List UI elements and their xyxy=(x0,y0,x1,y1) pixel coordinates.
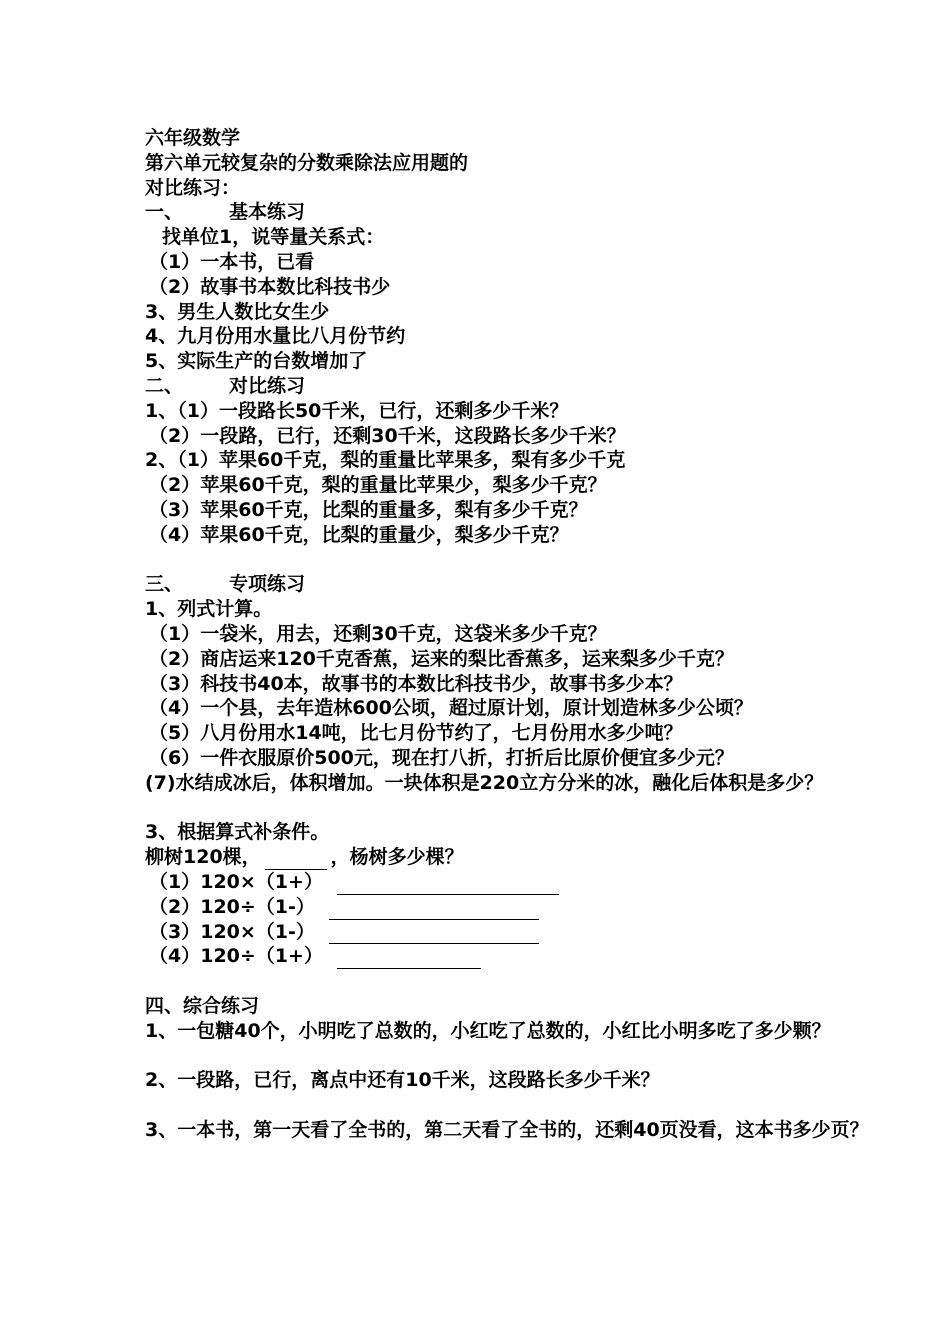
section1-heading xyxy=(145,200,885,225)
formula-text: （3）120×（1-） xyxy=(149,920,315,943)
prompt-before: 柳树120棵， xyxy=(145,846,261,869)
section3-heading xyxy=(145,572,885,597)
worksheet-page xyxy=(145,126,885,1143)
section4-item: 2、一段路，已行，离点中还有10千米，这段路长多少千米？ xyxy=(145,1069,660,1092)
answer-line[interactable] xyxy=(337,875,559,895)
calc-item: （4）一个县，去年造林600公顷，超过原计划，原计划造林多少公顷？ xyxy=(149,697,753,720)
section1-instruction: 找单位1，说等量关系式： xyxy=(162,226,385,249)
section2-item: 2、（1）苹果60千克，梨的重量比苹果多，梨有多少千克 xyxy=(145,449,626,472)
section2-number: 二、 xyxy=(145,374,184,397)
section1-title: 基本练习 xyxy=(229,201,306,224)
section1-item: 5、实际生产的台数增加了 xyxy=(145,350,368,373)
spacer xyxy=(145,1093,885,1118)
section4-item: 3、一本书，第一天看了全书的，第二天看了全书的，还剩40页没看，这本书多少页？ xyxy=(145,1118,869,1141)
section1-item: 3、男生人数比女生少 xyxy=(145,300,330,323)
section3-title: 专项练习 xyxy=(229,573,306,596)
section2-title: 对比练习 xyxy=(229,374,306,397)
answer-blank[interactable] xyxy=(265,850,327,870)
calc-item: （3）科技书40本，故事书的本数比科技书少，故事书多少本？ xyxy=(149,672,683,695)
formula-row xyxy=(145,870,885,895)
spacer xyxy=(145,796,885,821)
calc-item: （1）一袋米，用去，还剩30千克，这袋米多少千克？ xyxy=(149,622,607,645)
purpose-title: 对比练习： xyxy=(145,176,241,199)
spacer xyxy=(145,1043,885,1068)
section2-item: 1、（1）一段路长50千米，已行，还剩多少千米？ xyxy=(145,399,569,422)
section1-number: 一、 xyxy=(145,201,184,224)
fill-condition-prompt xyxy=(145,845,885,870)
section3-subheading-3: 3、根据算式补条件。 xyxy=(145,821,330,844)
section4-item: 1、一包糖40个，小明吃了总数的，小红吃了总数的，小红比小明多吃了多少颗？ xyxy=(145,1019,831,1042)
formula-row xyxy=(145,944,885,969)
answer-line[interactable] xyxy=(329,900,539,920)
spacer xyxy=(145,969,885,994)
spacer xyxy=(145,548,885,573)
formula-text: （1）120×（1+） xyxy=(149,870,323,893)
formula-text: （2）120÷（1-） xyxy=(149,895,315,918)
section4-heading: 四、综合练习 xyxy=(145,994,260,1017)
calc-item-7: (7)水结成冰后，体积增加。一块体积是220立方分米的冰，融化后体积是多少？ xyxy=(145,771,824,794)
section2-item: （3）苹果60千克，比梨的重量多，梨有多少千克？ xyxy=(149,498,588,521)
section2-item: （2）一段路，已行，还剩30千米，这段路长多少千米？ xyxy=(149,424,626,447)
unit-title: 第六单元较复杂的分数乘除法应用题的 xyxy=(145,151,469,174)
section1-item: （1）一本书，已看 xyxy=(149,250,315,273)
section3-subheading: 1、列式计算。 xyxy=(145,598,273,621)
calc-item: （6）一件衣服原价500元，现在打八折，打折后比原价便宜多少元？ xyxy=(149,746,734,769)
answer-line[interactable] xyxy=(329,924,539,944)
grade-title: 六年级数学 xyxy=(145,127,241,149)
formula-row xyxy=(145,895,885,920)
formula-text: （4）120÷（1+） xyxy=(149,945,323,968)
section1-item: 4、九月份用水量比八月份节约 xyxy=(145,325,406,348)
section3-number: 三、 xyxy=(145,573,184,596)
prompt-after: ，杨树多少棵？ xyxy=(330,846,464,869)
calc-item: （2）商店运来120千克香蕉，运来的梨比香蕉多，运来梨多少千克？ xyxy=(149,647,734,670)
section2-item: （4）苹果60千克，比梨的重量少，梨多少千克？ xyxy=(149,523,569,546)
section2-item: （2）苹果60千克，梨的重量比苹果少，梨多少千克？ xyxy=(149,474,607,497)
section2-heading xyxy=(145,374,885,399)
section1-item: （2）故事书本数比科技书少 xyxy=(149,275,391,298)
answer-line[interactable] xyxy=(337,949,481,969)
calc-item: （5）八月份用水14吨，比七月份节约了，七月份用水多少吨？ xyxy=(149,722,683,745)
formula-row xyxy=(145,920,885,945)
